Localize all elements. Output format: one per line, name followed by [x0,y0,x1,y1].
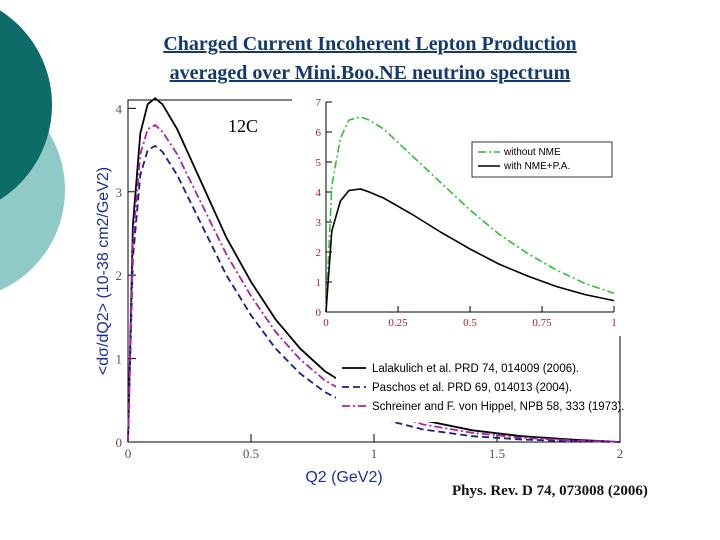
main-x-tick-label: 0 [124,446,132,461]
main-y-tick-label: 2 [115,268,122,284]
main-x-tick-label: 1.5 [488,446,506,461]
inset-background [292,92,622,336]
main-y-tick-label: 1 [115,351,122,367]
main-legend-label-3: Schreiner and F. von Hippel, NPB 58, 333 (1973). [372,401,625,413]
inset-x-tick-label: 0.25 [388,317,408,329]
slide-title-line-1: Charged Current Incoherent Lepton Production [163,33,577,55]
inset-x-tick-label: 0 [323,317,329,329]
y-axis-label: <dσ/dQ2> (10-38 cm2/GeV2) [95,166,112,376]
main-y-tick-label: 3 [115,184,122,200]
inset-y-tick-label: 0 [315,307,321,319]
inset-legend-label-1: without NME [504,147,561,158]
main-x-tick-label: 1 [370,446,378,461]
main-legend [336,360,625,422]
inset-y-tick-label: 7 [315,97,321,109]
inset-y-tick-label: 1 [315,277,321,289]
main-y-tick-label: 0 [115,435,122,450]
nucleus-annotation: 12C [228,116,259,136]
inset-x-tick-label: 0.5 [463,317,477,329]
inset-plot [292,92,622,336]
inset-y-tick-label: 4 [315,187,321,199]
inset-y-tick-label: 6 [315,127,321,139]
inset-x-tick-label: 0.75 [532,317,552,329]
slide-title-line-2: averaged over Mini.Boo.NE neutrino spectrum [169,62,571,84]
main-legend-label-1: Lalakulich et al. PRD 74, 014009 (2006). [372,363,580,375]
inset-y-tick-label: 2 [315,247,321,259]
inset-legend [472,142,612,177]
main-y-tick-label: 4 [115,101,122,117]
inset-y-tick-label: 3 [315,217,321,229]
inset-legend-label-2: with NME+P.A. [504,161,571,172]
reference-citation: Phys. Rev. D 74, 073008 (2006) [452,483,648,499]
main-x-tick-label: 2 [616,446,624,461]
chart-area [80,92,640,502]
x-axis-label: Q2 (GeV2) [305,469,383,486]
main-x-tick-label: 0.5 [242,446,260,461]
main-legend-label-2: Paschos et al. PRD 69, 014013 (2004). [372,382,573,394]
inset-y-tick-label: 5 [315,157,321,169]
inset-x-tick-label: 1 [611,317,617,329]
